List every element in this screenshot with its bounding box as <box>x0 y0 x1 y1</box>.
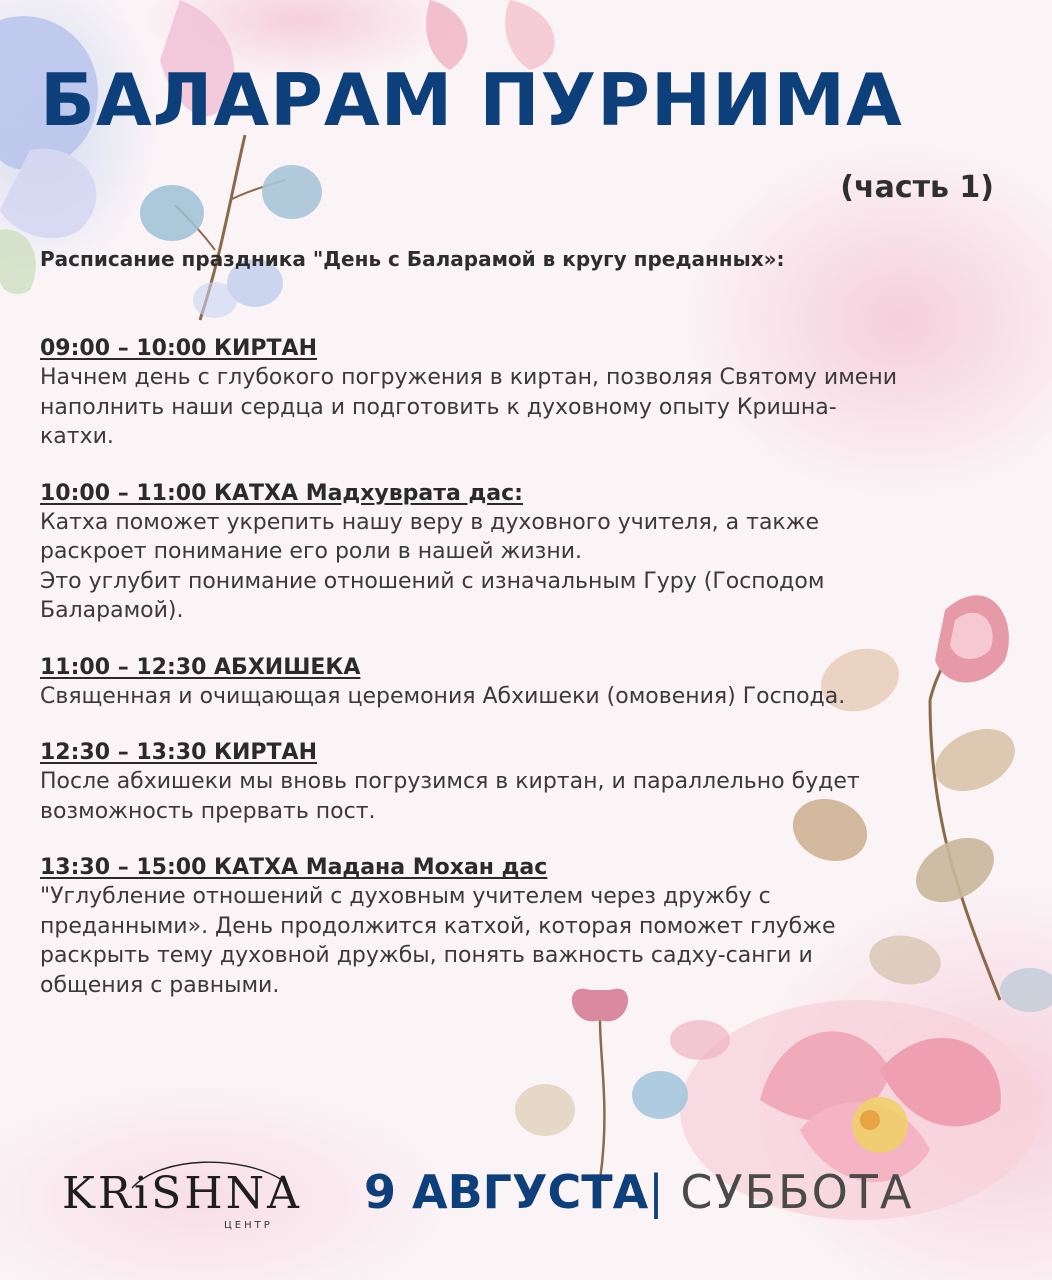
event-title: 10:00 – 11:00 КАТХА Мадхуврата дас: <box>40 480 523 506</box>
logo-wordmark: KRiSHNA <box>62 1168 302 1219</box>
schedule-item-kirtan-afternoon <box>40 738 950 826</box>
event-title: 13:30 – 15:00 КАТХА Мадана Мохан дас <box>40 855 548 880</box>
event-date <box>364 1165 913 1219</box>
event-description: Священная и очищающая церемония Абхишеки (омовения) Господа. <box>40 683 846 709</box>
logo-subtitle: ЦЕНТР <box>224 1220 273 1231</box>
weekday-text: СУББОТА <box>663 1165 914 1219</box>
event-title: 12:30 – 13:30 КИРТАН <box>40 740 317 765</box>
schedule-item-katha-madana-mohan <box>40 853 950 1000</box>
schedule-list <box>40 334 950 1027</box>
krishna-center-logo <box>62 1150 302 1230</box>
date-text: 9 АВГУСТА <box>364 1165 649 1219</box>
event-description: После абхишеки мы вновь погрузимся в киртан, и параллельно будет возможность прервать пост. <box>40 769 860 824</box>
schedule-item-kirtan-morning <box>40 334 950 452</box>
event-title: 09:00 – 10:00 КИРТАН <box>40 336 317 361</box>
date-separator: | <box>648 1165 664 1219</box>
schedule-item-abhisheka <box>40 653 950 712</box>
event-title: 11:00 – 12:30 АБХИШЕКА <box>40 654 361 680</box>
schedule-intro: Расписание праздника "День с Баларамой в кругу преданных»: <box>40 247 785 271</box>
event-description: Начнем день с глубокого погружения в киртан, позволяя Святому имени наполнить наши сердца и подготовить к духовному опыту Кришна- катхи. <box>40 365 898 449</box>
part-label: (часть 1) <box>840 170 994 205</box>
event-description: "Углубление отношений с духовным учителем через дружбу с преданными». День продолжится катхой, которая поможет глубже раскрыть тему духовной дружбы, понять важность садху-санги и общения с равными. <box>40 884 836 998</box>
event-description: Катха поможет укрепить нашу веру в духовного учителя, а также раскроет понимание его роли в нашей жизни. Это углубит понимание отношений с изначальным Гуру (Господом Баларамой). <box>40 509 825 623</box>
schedule-item-katha-madhuvrata <box>40 479 950 626</box>
page-title: БАЛАРАМ ПУРНИМА <box>40 58 903 142</box>
